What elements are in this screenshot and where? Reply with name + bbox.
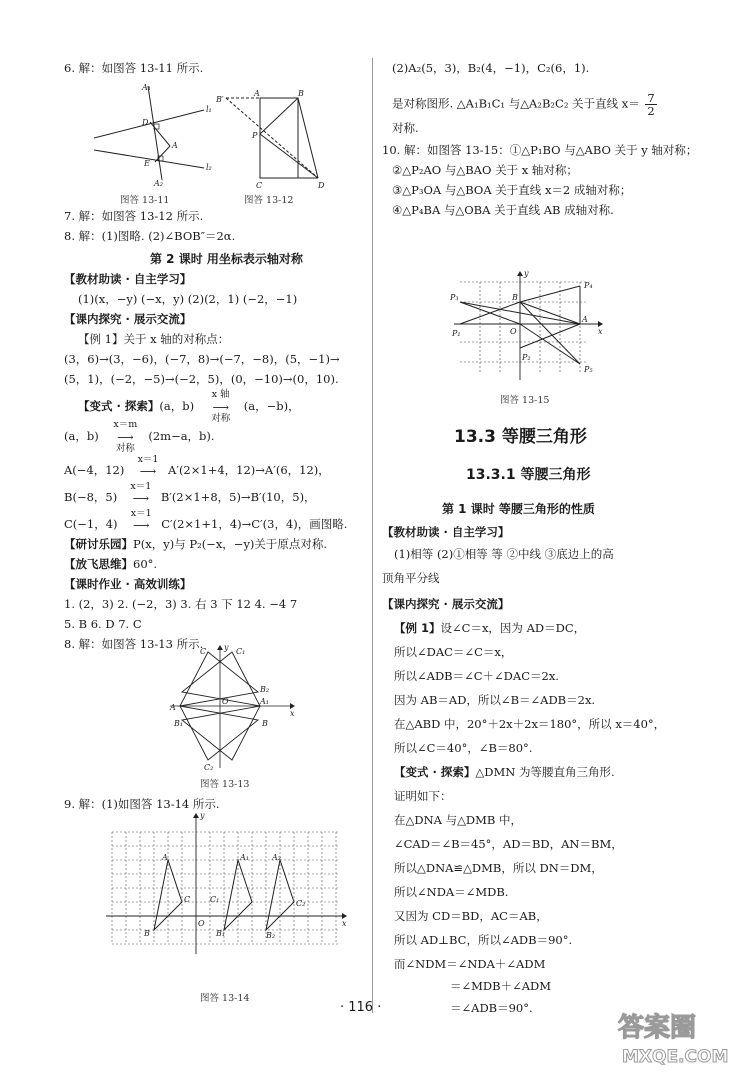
section-textbook-reading-2: 【教材助读 · 自主学习】 xyxy=(382,525,510,539)
variation-line-2: (a，b) x＝m ⟶ 对称 (2m−a，b). xyxy=(64,419,215,454)
svg-text:C₂: C₂ xyxy=(296,899,306,908)
svg-text:x: x xyxy=(598,327,603,336)
homework-q9: 9. 解：(1)如图答 13-14 所示. xyxy=(64,797,220,811)
svg-text:B: B xyxy=(298,89,304,98)
svg-text:x: x xyxy=(290,709,295,718)
proof-line-1: 证明如下： xyxy=(394,789,452,803)
svg-text:A: A xyxy=(162,853,168,862)
answer-q7: 7. 解：如图答 13-12 所示. xyxy=(64,209,204,223)
svg-text:MXQE.COM: MXQE.COM xyxy=(622,1047,729,1067)
example-line-5: 在△ABD 中，20°＋2x＋2x＝180°，所以 x＝40°， xyxy=(394,717,666,731)
proof-line-8: 而∠NDM＝∠NDA＋∠ADM xyxy=(394,957,546,971)
section-class-exploration-2: 【课内探究 · 展示交流】 xyxy=(382,597,510,611)
svg-text:y: y xyxy=(524,269,529,278)
answer-q10-3: ③△P₃OA 与△BOA 关于直线 x＝2 成轴对称； xyxy=(392,183,632,197)
svg-text:O: O xyxy=(222,697,229,706)
section-13-3-1-title: 13.3.1 等腰三角形 xyxy=(466,467,591,483)
proof-line-6: 又因为 CD＝BD，AC＝AB， xyxy=(394,909,548,923)
svg-text:A: A xyxy=(254,89,260,98)
svg-text:B: B xyxy=(144,929,150,938)
svg-text:A₁: A₁ xyxy=(142,83,151,92)
caption-13-15: 图答 13-15 xyxy=(500,395,550,406)
svg-text:B₁: B₁ xyxy=(216,929,226,938)
example-1-line-a: (3，6)→(3，−6)，(−7，8)→(−7，−8)，(5，−1)→ xyxy=(64,352,340,366)
caption-13-13: 图答 13-13 xyxy=(200,779,250,790)
variation-line-c: C(−1，4) x＝1 ⟶ C′(2×1+1，4)→C′(3，4)，画图略. xyxy=(64,508,348,532)
svg-text:D: D xyxy=(318,181,325,188)
svg-text:B₁: B₁ xyxy=(174,719,184,728)
answer-q9-symmetry: 是对称图形. △A₁B₁C₁ 与△A₂B₂C₂ 关于直线 x＝ $\frac{7}{2}$ xyxy=(392,91,655,118)
svg-text:B₂: B₂ xyxy=(266,931,276,940)
caption-13-11: 图答 13-11 xyxy=(120,195,170,206)
proof-line-10: ＝∠ADB＝90°. xyxy=(450,1001,533,1015)
svg-text:B′: B′ xyxy=(216,95,224,104)
figure-13-13 xyxy=(166,642,298,772)
example-line-4: 因为 AB＝AD，所以∠B＝∠ADB＝2x. xyxy=(394,693,596,707)
section-homework: 【课时作业 · 高效训练】 xyxy=(64,577,192,591)
svg-text:C: C xyxy=(200,647,207,656)
variation-line-1: 【变式 · 探索】(a，b) x 轴 ⟶ 对称 (a，−b)， xyxy=(78,389,300,424)
example-line-6: 所以∠C＝40°，∠B＝80°. xyxy=(394,741,533,755)
caption-13-12: 图答 13-12 xyxy=(244,195,294,206)
svg-text:B: B xyxy=(512,293,518,302)
svg-text:l₂: l₂ xyxy=(206,163,212,172)
answer-q10-2: ②△P₂AO 与△BAO 关于 x 轴对称； xyxy=(392,163,578,177)
answer-q9-part2: (2)A₂(5，3)，B₂(4，−1)，C₂(6，1). xyxy=(392,61,590,75)
svg-text:x: x xyxy=(342,919,347,928)
svg-text:P₄: P₄ xyxy=(584,281,593,290)
lesson-2-title: 第 2 课时 用坐标表示轴对称 xyxy=(150,252,303,266)
variation-line-b: B(−8，5) x＝1 ⟶ B′(2×1+8，5)→B′(10，5)， xyxy=(64,481,316,505)
reading-answers: (1)(x，−y) (−x，y) (2)(2，1) (−2，−1) xyxy=(78,292,298,306)
proof-line-3: ∠CAD＝∠B＝45°，AD＝BD，AN＝BM， xyxy=(394,837,623,851)
svg-text:P₁: P₁ xyxy=(452,329,461,338)
svg-text:A₂: A₂ xyxy=(272,853,281,862)
svg-text:y: y xyxy=(224,643,229,652)
free-thinking: 【放飞思维】60°. xyxy=(64,557,158,571)
svg-text:答案圈: 答案圈 xyxy=(618,1013,697,1043)
example-1: 【例 1】关于 x 轴的对称点： xyxy=(78,332,230,346)
example-line-2: 所以∠DAC＝∠C＝x， xyxy=(394,645,513,659)
answer-q10: 10. 解：如图答 13-15：①△P₁BO 与△ABO 关于 y 轴对称； xyxy=(382,143,698,157)
figure-13-15 xyxy=(446,268,612,386)
svg-text:A₁: A₁ xyxy=(240,853,249,862)
svg-text:P: P xyxy=(252,131,258,140)
svg-text:E: E xyxy=(144,159,150,168)
figure-13-12 xyxy=(212,84,352,188)
caption-13-14: 图答 13-14 xyxy=(200,993,250,1004)
stamp-placeholder xyxy=(502,0,503,1)
section-textbook-reading: 【教材助读 · 自主学习】 xyxy=(64,272,192,286)
reading-answers-2b: 顶角平分线 xyxy=(382,571,440,585)
svg-text:C: C xyxy=(256,181,263,188)
homework-line-1: 1. (2，3) 2. (−2，3) 3. 右 3 下 12 4. −4 7 xyxy=(64,597,298,611)
figure-13-14 xyxy=(102,808,352,958)
svg-text:y: y xyxy=(200,811,205,820)
homework-q8: 8. 解：如图答 13-13 所示. xyxy=(64,637,204,651)
homework-line-2: 5. B 6. D 7. C xyxy=(64,617,142,631)
answer-q6: 6. 解：如图答 13-11 所示. xyxy=(64,61,204,75)
proof-line-7: 所以 AD⊥BC，所以∠ADB＝90°. xyxy=(394,933,573,947)
reading-answers-2: (1)相等 (2)①相等 等 ②中线 ③底边上的高 xyxy=(394,547,614,561)
svg-text:C: C xyxy=(184,895,191,904)
example-line-3: 所以∠ADB＝∠C＋∠DAC＝2x. xyxy=(394,669,559,683)
answer-q10-4: ④△P₄BA 与△OBA 关于直线 AB 成轴对称. xyxy=(392,203,614,217)
proof-line-9: ＝∠MDB＋∠ADM xyxy=(450,979,552,993)
svg-text:P₅: P₅ xyxy=(584,365,593,374)
svg-text:A₁: A₁ xyxy=(260,697,269,706)
section-class-exploration: 【课内探究 · 展示交流】 xyxy=(64,312,192,326)
section-13-3-title: 13.3 等腰三角形 xyxy=(454,427,587,447)
svg-text:A: A xyxy=(170,703,176,712)
example-1-right: 【例 1】设∠C＝x，因为 AD＝DC， xyxy=(394,621,586,635)
svg-text:A₂: A₂ xyxy=(154,179,163,188)
proof-line-5: 所以∠NDA＝∠MDB. xyxy=(394,885,509,899)
proof-line-2: 在△DNA 与△DMB 中， xyxy=(394,813,523,827)
svg-text:C₂: C₂ xyxy=(204,763,214,772)
svg-text:P₃: P₃ xyxy=(450,293,459,302)
research-park: 【研讨乐园】P(x，y)与 P₂(−x，−y)关于原点对称. xyxy=(64,537,328,551)
svg-text:C₁: C₁ xyxy=(236,647,246,656)
svg-text:P₂: P₂ xyxy=(522,353,531,362)
svg-text:D: D xyxy=(142,118,149,127)
svg-text:O: O xyxy=(510,327,517,336)
svg-text:A: A xyxy=(582,315,588,324)
svg-text:C₁: C₁ xyxy=(210,895,220,904)
figure-13-11 xyxy=(92,80,212,190)
svg-text:B: B xyxy=(262,719,268,728)
proof-line-4: 所以△DNA≌△DMB，所以 DN＝DM， xyxy=(394,861,603,875)
answer-q8: 8. 解：(1)图略. (2)∠BOB″＝2α. xyxy=(64,229,236,243)
svg-text:B₂: B₂ xyxy=(260,685,270,694)
svg-text:A: A xyxy=(172,141,178,150)
watermark-logo xyxy=(612,1004,744,1068)
variation-right: 【变式 · 探索】△DMN 为等腰直角三角形. xyxy=(394,765,615,779)
svg-text:l₁: l₁ xyxy=(206,105,212,114)
column-divider xyxy=(372,58,373,1013)
variation-line-a: A(−4，12) x＝1 ⟶ A′(2×1+4，12)→A′(6，12)， xyxy=(64,454,330,478)
page-number: · 116 · xyxy=(340,1000,382,1015)
example-1-line-b: (5，1)，(−2，−5)→(−2，5)，(0，−10)→(0，10). xyxy=(64,372,339,386)
answer-q9-end: 对称. xyxy=(392,121,419,135)
svg-text:O: O xyxy=(198,919,205,928)
lesson-1-title: 第 1 课时 等腰三角形的性质 xyxy=(442,502,595,516)
